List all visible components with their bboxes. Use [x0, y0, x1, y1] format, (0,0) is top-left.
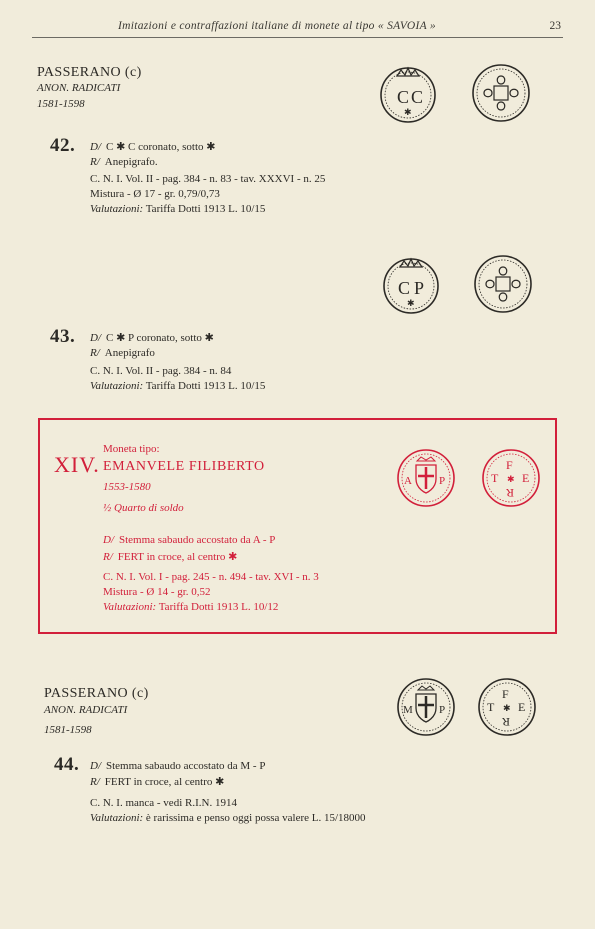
entry42-obverse: D/ C ✱ C coronato, sotto ✱: [90, 141, 216, 153]
coin-43-letter-right: P: [414, 278, 425, 298]
coin-43-letter-left: C: [398, 278, 411, 298]
entry42-specs: Mistura - Ø 17 - gr. 0,79/0,73: [90, 188, 220, 200]
svg-text:✱: ✱: [407, 298, 415, 308]
type-obverse: D/ Stemma sabaudo accostato da A - P: [103, 534, 276, 546]
type-coin-letter-right: P: [439, 475, 446, 487]
header-rule: [32, 37, 563, 38]
coin-43-obverse-icon: [380, 253, 442, 315]
svg-text:✱: ✱: [507, 474, 515, 484]
type-dates: 1553-1580: [103, 481, 151, 493]
svg-text:T: T: [491, 471, 499, 485]
svg-text:E: E: [518, 700, 526, 714]
entry42-reference: C. N. I. Vol. II - pag. 384 - n. 83 - tav. XXXVI - n. 25: [90, 173, 326, 185]
obverse-symbol: D/: [90, 332, 101, 344]
type-coin-obverse-icon: [395, 447, 457, 509]
issuer-title: PASSERANO (c): [37, 65, 142, 80]
coin-44-letter-left: M: [403, 704, 413, 716]
type-roman-numeral: XIV.: [54, 452, 100, 477]
entry-number-43: 43.: [50, 326, 76, 347]
ruler-name-2: ANON. RADICATI: [44, 704, 128, 716]
entry-number-44: 44.: [54, 754, 80, 775]
reverse-symbol: R/: [90, 156, 100, 168]
obverse-symbol: D/: [90, 760, 101, 772]
svg-text:T: T: [487, 700, 495, 714]
svg-text:F: F: [506, 458, 513, 472]
svg-text:R: R: [505, 486, 514, 500]
date-range-2: 1581-1598: [44, 724, 92, 736]
svg-text:E: E: [522, 471, 530, 485]
entry44-obverse: D/ Stemma sabaudo accostato da M - P: [90, 760, 266, 772]
type-specs: Mistura - Ø 14 - gr. 0,52: [103, 586, 211, 598]
coin-44-reverse-icon: [476, 676, 538, 738]
entry42-reverse: R/ Anepigrafo.: [90, 156, 158, 168]
entry-number-42: 42.: [50, 135, 76, 156]
coin-43-reverse-icon: [472, 253, 534, 315]
coin-42-letter-right: C: [411, 87, 424, 107]
entry43-valuation: Valutazioni: Tariffa Dotti 1913 L. 10/15: [90, 380, 266, 392]
obverse-symbol: D/: [90, 141, 101, 153]
entry44-valuation: Valutazioni: è rarissima e penso oggi possa valere L. 15/18000: [90, 812, 366, 824]
svg-text:✱: ✱: [503, 703, 511, 713]
entry43-obverse: D/ C ✱ P coronato, sotto ✱: [90, 332, 214, 344]
date-range: 1581-1598: [37, 98, 85, 110]
entry43-reference: C. N. I. Vol. II - pag. 384 - n. 84: [90, 365, 232, 377]
svg-text:R: R: [501, 715, 510, 729]
entry42-valuation: Valutazioni: Tariffa Dotti 1913 L. 10/15: [90, 203, 266, 215]
coin-42-letter-left: C: [397, 87, 410, 107]
coin-44-letter-right: P: [439, 704, 446, 716]
type-coin-reverse-icon: [480, 447, 542, 509]
type-coin-letter-left: A: [404, 475, 412, 487]
reverse-symbol: R/: [90, 347, 100, 359]
issuer-title-2: PASSERANO (c): [44, 686, 149, 701]
svg-text:✱: ✱: [404, 107, 412, 117]
page-number: 23: [549, 20, 561, 32]
reverse-symbol: R/: [90, 776, 100, 788]
entry44-reverse: R/ FERT in croce, al centro ✱: [90, 776, 225, 788]
type-label: Moneta tipo:: [103, 443, 160, 455]
type-valuation: Valutazioni: Tariffa Dotti 1913 L. 10/12: [103, 601, 279, 613]
type-denomination: ½ Quarto di soldo: [103, 502, 184, 514]
coin-42-reverse-icon: [470, 62, 532, 124]
running-header: Imitazioni e contraffazioni italiane di monete al tipo « SAVOIA »: [118, 20, 436, 32]
entry43-reverse: R/ Anepigrafo: [90, 347, 155, 359]
svg-text:F: F: [502, 687, 509, 701]
coin-42-obverse-icon: [377, 62, 439, 124]
entry44-reference: C. N. I. manca - vedi R.I.N. 1914: [90, 797, 237, 809]
type-reverse: R/ FERT in croce, al centro ✱: [103, 551, 238, 563]
coin-44-obverse-icon: [395, 676, 457, 738]
type-reference: C. N. I. Vol. I - pag. 245 - n. 494 - tav. XVI - n. 3: [103, 571, 319, 583]
type-ruler-name: EMANVELE FILIBERTO: [103, 459, 265, 474]
ruler-name: ANON. RADICATI: [37, 82, 121, 94]
